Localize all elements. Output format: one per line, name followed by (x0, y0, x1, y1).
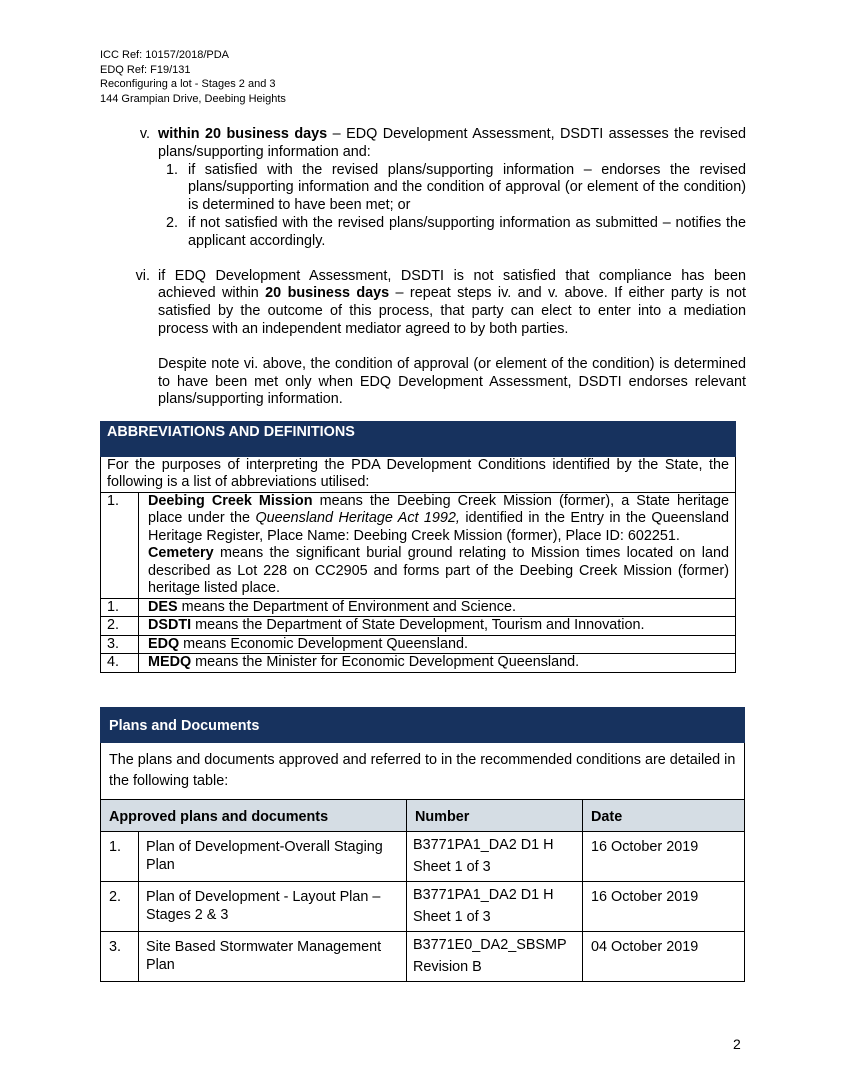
page-number: 2 (733, 1036, 741, 1052)
table-row (101, 932, 745, 982)
definition: identified in the Entry in the Queensland Heritage Register, Place Name: Deebing Creek Mission (former), Place ID: 602251. (148, 510, 729, 544)
document-number (407, 932, 583, 982)
definition: means the Department of State Development, Tourism and Innovation. (191, 617, 645, 633)
term: MEDQ (148, 654, 192, 670)
document-title: Site Based Stormwater Management Plan (139, 932, 407, 982)
site-address: 144 Grampian Drive, Deebing Heights (100, 92, 286, 105)
number-sheet: Sheet 1 of 3 (413, 909, 491, 925)
column-header-number: Number (407, 800, 583, 832)
term: Cemetery (148, 545, 214, 561)
definition: means the significant burial ground relating to Mission times located on land described as Lot 228 on CC2905 and forms part of the Deebing Creek Mission (former) heritage listed place. (148, 545, 729, 596)
step-text: – repeat steps iv. and v. above. If either party is not satisfied by the outcome of this process, that party can elect to enter into a mediation process with an independent mediator agreed to by both parties. (158, 285, 746, 337)
document-date: 16 October 2019 (583, 832, 745, 882)
number-sheet: Sheet 1 of 3 (413, 859, 491, 875)
term: DES (148, 598, 178, 615)
definition: means the Minister for Economic Development Queensland. (191, 654, 580, 670)
step-text: – EDQ Development Assessment, DSDTI assesses the revised plans/supporting information and: (158, 126, 746, 160)
plans-table (100, 707, 745, 982)
plans-intro: The plans and documents approved and referred to in the recommended conditions are detailed in the following table: (101, 743, 745, 800)
definition-cell (139, 492, 736, 598)
document-header (100, 48, 286, 106)
step-number: v. (139, 126, 150, 142)
definition: means the Department of Environment and Science. (177, 598, 516, 615)
definition-cell (139, 598, 736, 617)
number-sheet: Revision B (413, 959, 482, 975)
term: EDQ (148, 635, 180, 652)
definition: means the Deebing Creek Mission (former), a State heritage place under the (148, 492, 729, 526)
table-row (101, 598, 736, 617)
assessment-steps (120, 126, 746, 409)
document-date: 16 October 2019 (583, 882, 745, 932)
table-row (101, 832, 745, 882)
row-number: 4. (101, 654, 139, 673)
abbreviations-table (100, 421, 736, 673)
icc-ref: ICC Ref: 10157/2018/PDA (100, 49, 230, 61)
sub-step-text: if satisfied with the revised plans/supporting information – endorses the revised plans/supporting information and the condition of approval (or element of the condition) is determined to have been met; or (188, 161, 746, 214)
column-header-documents: Approved plans and documents (101, 800, 407, 832)
step-v (120, 126, 746, 251)
step-bold-text: 20 business days (265, 285, 390, 302)
table-row (101, 617, 736, 636)
definition-cell (139, 635, 736, 654)
application-description: Reconfiguring a lot - Stages 2 and 3 (100, 78, 276, 90)
sub-step-number: 2. (165, 214, 178, 231)
sub-step (158, 215, 746, 251)
row-number: 2. (101, 617, 139, 636)
sub-step-number: 1. (165, 161, 178, 178)
sub-step-text: if not satisfied with the revised plans/supporting information as submitted – notifies the applicant accordingly. (188, 214, 746, 249)
document-title: Plan of Development-Overall Staging Plan (139, 832, 407, 882)
row-number: 1. (101, 598, 139, 617)
definition-cell (139, 654, 736, 673)
row-number: 3. (101, 932, 139, 982)
document-date: 04 October 2019 (583, 932, 745, 982)
term: DSDTI (148, 617, 192, 633)
edq-ref: EDQ Ref: F19/131 (100, 63, 191, 76)
number-code: B3771PA1_DA2 D1 H (413, 837, 554, 853)
table-row (101, 492, 736, 598)
approval-note: Despite note vi. above, the condition of approval (or element of the condition) is determined to have been met only when EDQ Development Assessment, DSDTI endorses relevant plans/supporting information. (158, 355, 746, 408)
plans-title: Plans and Documents (101, 708, 745, 743)
document-number (407, 882, 583, 932)
row-number: 2. (101, 882, 139, 932)
step-number: vi. (135, 267, 150, 284)
act-name: Queensland Heritage Act 1992, (255, 510, 460, 526)
row-number: 3. (101, 635, 139, 654)
number-code: B3771PA1_DA2 D1 H (413, 887, 554, 903)
table-row (101, 882, 745, 932)
document-title: Plan of Development - Layout Plan – Stages 2 & 3 (139, 882, 407, 932)
step-vi (120, 268, 746, 339)
row-number: 1. (101, 832, 139, 882)
column-header-row (101, 800, 745, 832)
document-number (407, 832, 583, 882)
definition: means Economic Development Queensland. (179, 635, 468, 652)
column-header-date: Date (583, 800, 745, 832)
sub-step (158, 162, 746, 215)
step-text: if EDQ Development Assessment, DSDTI is not satisfied that compliance has been achieved within (158, 267, 746, 302)
number-code: B3771E0_DA2_SBSMP (413, 937, 567, 953)
term: Deebing Creek Mission (148, 492, 313, 509)
abbreviations-title: ABBREVIATIONS AND DEFINITIONS (101, 422, 736, 457)
step-bold-text: within 20 business days (158, 126, 328, 142)
table-row (101, 654, 736, 673)
abbreviations-intro: For the purposes of interpreting the PDA Development Conditions identified by the State, the following is a list of abbreviations utilised: (101, 456, 736, 492)
definition-cell (139, 617, 736, 636)
table-row (101, 635, 736, 654)
row-number: 1. (101, 492, 139, 598)
